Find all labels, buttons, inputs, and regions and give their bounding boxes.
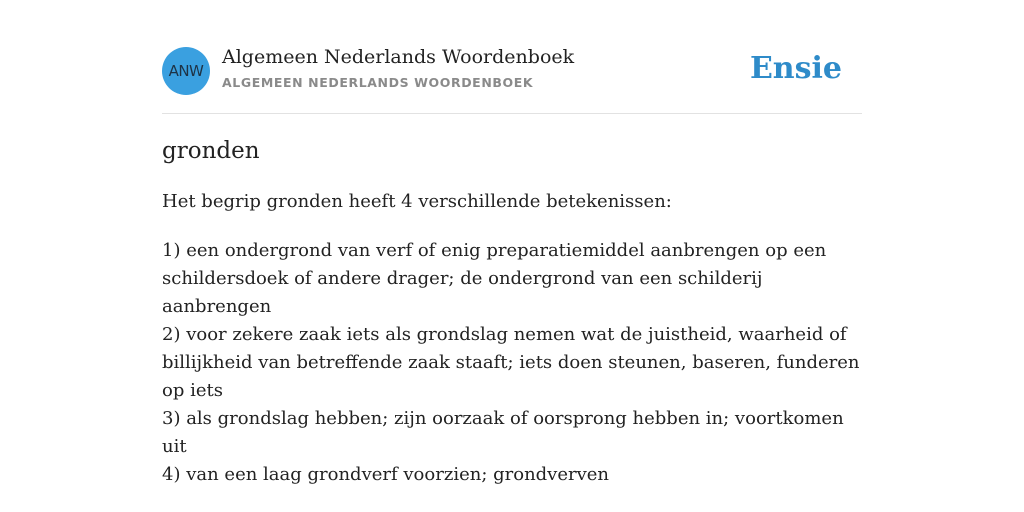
header-divider [162, 113, 862, 114]
meaning-item: 2) voor zekere zaak iets als grondslag nemen wat de juistheid, waarheid of billijkheid van betreffende zaak staaft; iets doen steunen, baseren, funderen op iets [162, 324, 860, 401]
anw-logo: ANW [162, 47, 210, 95]
definition-card [162, 0, 862, 512]
meanings-list [162, 237, 862, 489]
word-title: gronden [162, 138, 260, 164]
ensie-logo[interactable]: Ensie [749, 51, 842, 86]
source-header [162, 46, 862, 96]
source-title[interactable]: Algemeen Nederlands Woordenboek [222, 46, 575, 68]
meanings-intro: Het begrip gronden heeft 4 verschillende betekenissen: [162, 191, 672, 212]
meaning-item: 1) een ondergrond van verf of enig preparatiemiddel aanbrengen op een schildersdoek of andere drager; de ondergrond van een schilderij aanbrengen [162, 240, 827, 317]
meaning-item: 3) als grondslag hebben; zijn oorzaak of oorsprong hebben in; voortkomen uit [162, 408, 844, 457]
meaning-item: 4) van een laag grondverf voorzien; grondverven [162, 464, 610, 485]
source-subtitle: ALGEMEEN NEDERLANDS WOORDENBOEK [222, 75, 534, 90]
